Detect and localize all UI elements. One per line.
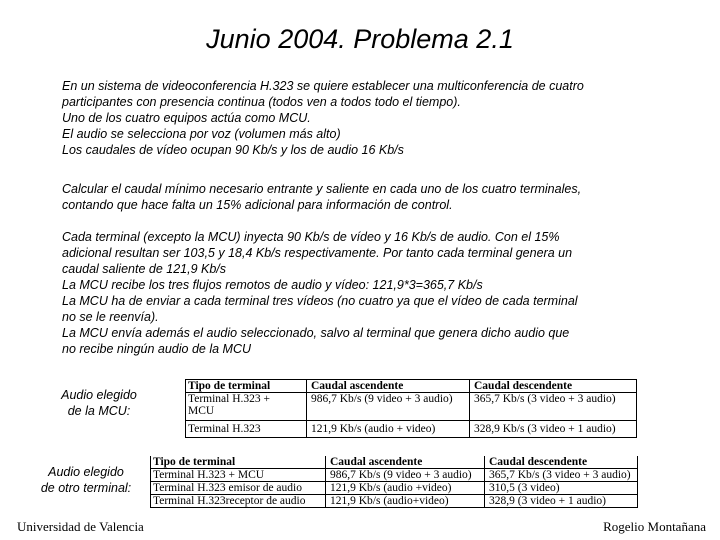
table-row <box>151 495 638 508</box>
table2-label <box>30 464 142 496</box>
text-line: participantes con presencia continua (todos ven a todos todo el tiempo). <box>62 95 461 109</box>
table-cell: 121,9 Kb/s (audio+video) <box>326 495 485 508</box>
text-line: La MCU envía además el audio seleccionado, salvo al terminal que genera dicho audio que <box>62 326 570 340</box>
header-cell: Tipo de terminal <box>151 456 326 469</box>
header-cell: Caudal descendente <box>485 456 638 469</box>
label-line: Audio elegido <box>61 388 137 402</box>
text-line: Los caudales de vídeo ocupan 90 Kb/s y los de audio 16 Kb/s <box>62 143 404 157</box>
table-cell: 121,9 Kb/s (audio +video) <box>326 482 485 495</box>
header-cell: Caudal descendente <box>470 380 637 393</box>
text-line: no se le reenvía). <box>62 310 159 324</box>
table-cell: 986,7 Kb/s (9 video + 3 audio) <box>326 469 485 482</box>
text-line: Cada terminal (excepto la MCU) inyecta 90 Kb/s de vídeo y 16 Kb/s de audio. Con el 15% <box>62 230 560 244</box>
label-line: de otro terminal: <box>40 481 132 495</box>
table-row <box>151 482 638 495</box>
problem-question <box>62 181 682 213</box>
text-line: no recibe ningún audio de la MCU <box>62 342 252 356</box>
problem-statement <box>62 78 682 158</box>
table-cell: 365,7 Kb/s (3 video + 3 audio) <box>470 393 637 421</box>
table-cell: 328,9 (3 video + 1 audio) <box>485 495 638 508</box>
table-cell: 986,7 Kb/s (9 video + 3 audio) <box>307 393 470 421</box>
table-cell: Terminal H.323 + MCU <box>151 469 326 482</box>
table-row <box>186 421 637 438</box>
table-cell: 328,9 Kb/s (3 video + 1 audio) <box>470 421 637 438</box>
label-line: Audio elegido <box>48 465 124 479</box>
cell-line: Terminal H.323 + <box>188 393 271 405</box>
table-cell: Terminal H.323 emisor de audio <box>151 482 326 495</box>
table-header-row <box>186 380 637 393</box>
text-line: La MCU ha de enviar a cada terminal tres vídeos (no cuatro ya que el vídeo de cada terminal <box>62 294 578 308</box>
table-cell: 310,5 (3 video) <box>485 482 638 495</box>
text-line: En un sistema de videoconferencia H.323 se quiere establecer una multiconferencia de cuatro <box>62 79 584 93</box>
text-line: La MCU recibe los tres flujos remotos de audio y vídeo: 121,9*3=365,7 Kb/s <box>62 278 483 292</box>
table-other-audio <box>150 456 638 508</box>
text-line: Uno de los cuatro equipos actúa como MCU. <box>62 111 311 125</box>
text-line: El audio se selecciona por voz (volumen más alto) <box>62 127 341 141</box>
text-line: adicional resultan ser 103,5 y 18,4 Kb/s respectivamente. Por tanto cada terminal genera un <box>62 246 573 260</box>
table-mcu-audio <box>185 379 637 438</box>
text-line: Calcular el caudal mínimo necesario entrante y saliente en cada uno de los cuatro terminales, <box>62 182 582 196</box>
problem-solution <box>62 229 682 357</box>
table-cell <box>186 393 307 421</box>
cell-line: MCU <box>188 405 215 417</box>
footer-institution: Universidad de Valencia <box>17 519 144 534</box>
table-cell: Terminal H.323receptor de audio <box>151 495 326 508</box>
table-cell: Terminal H.323 <box>186 421 307 438</box>
header-cell: Caudal ascendente <box>326 456 485 469</box>
table-cell: 121,9 Kb/s (audio + video) <box>307 421 470 438</box>
table-header-row <box>151 456 638 469</box>
table1-label <box>44 387 154 419</box>
header-cell: Tipo de terminal <box>186 380 307 393</box>
text-line: caudal saliente de 121,9 Kb/s <box>62 262 227 276</box>
header-cell: Caudal ascendente <box>307 380 470 393</box>
text-line: contando que hace falta un 15% adicional para información de control. <box>62 198 453 212</box>
table-row <box>151 469 638 482</box>
label-line: de la MCU: <box>67 404 131 418</box>
footer-author: Rogelio Montañana <box>603 519 706 534</box>
table-cell: 365,7 Kb/s (3 video + 3 audio) <box>485 469 638 482</box>
table-row <box>186 393 637 421</box>
page-title: Junio 2004. Problema 2.1 <box>206 24 514 54</box>
